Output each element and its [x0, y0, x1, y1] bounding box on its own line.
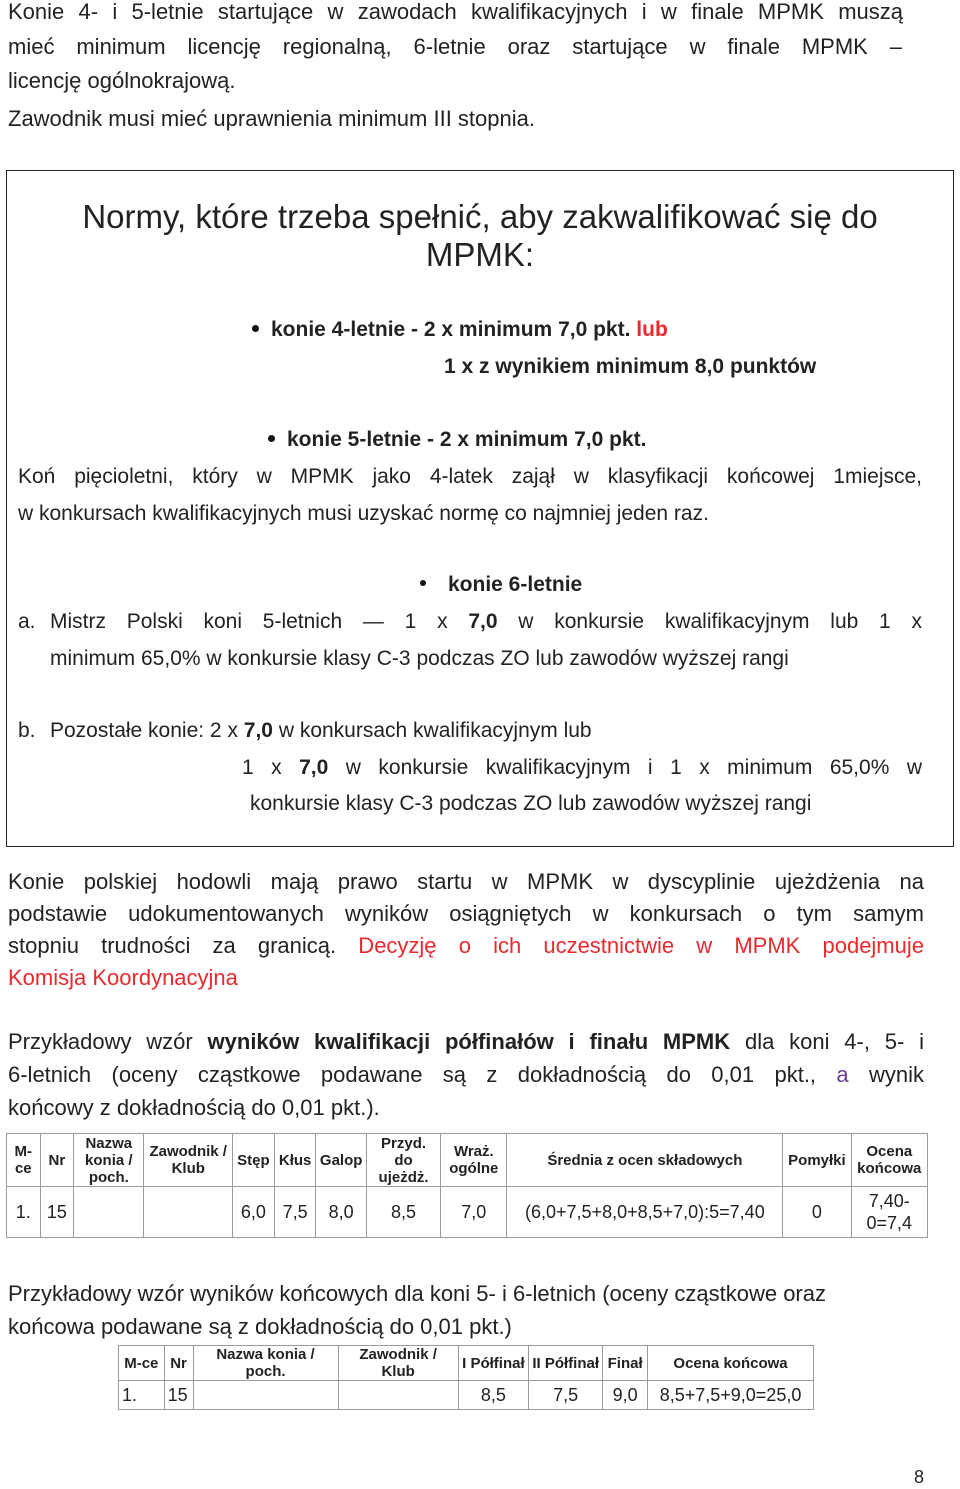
para4-line-2: końcowa podawane są z dokładnością do 0,01 pkt.) [8, 1314, 512, 1339]
norms-title-line-1: Normy, które trzeba spełnić, aby zakwalifikować się do [82, 198, 878, 235]
para3-text-2: dla koni 4-, 5- i [730, 1029, 924, 1054]
item-b-line-2 [242, 754, 922, 782]
page-number: 8 [913, 1467, 924, 1487]
norm-4-continuation: 1 x z wynikiem minimum 8,0 punktów [444, 355, 817, 378]
norm-4-lub: lub [636, 318, 668, 341]
item-a-line-1 [50, 608, 922, 636]
table-header-cell: Ocena końcowa [648, 1346, 814, 1381]
table-cell: 8,5 [366, 1187, 440, 1238]
table-cell: (6,0+7,5+8,0+8,5+7,0):5=7,40 [507, 1187, 783, 1238]
final-results-table [118, 1345, 814, 1410]
table-cell: 8,0 [316, 1187, 366, 1238]
table-cell: 1. [7, 1187, 41, 1238]
table-header-cell: II Półfinał [529, 1346, 603, 1381]
item-b-marker: b. [18, 719, 36, 742]
item-b-text-4: w konkursie kwalifikacyjnym i 1 x minimum 65,0% w [328, 756, 922, 779]
para3-text-1: Przykładowy wzór [8, 1029, 208, 1054]
table-header-cell: Galop [316, 1134, 366, 1187]
para3-line-2 [8, 1059, 924, 1091]
norm-6-year-olds [420, 571, 582, 599]
table-cell: 6,0 [233, 1187, 275, 1238]
table-header-cell: Kłus [274, 1134, 316, 1187]
item-a-text-2: w konkursie kwalifikacyjnym lub 1 x [497, 610, 922, 633]
table-cell: 8,5 [458, 1381, 528, 1410]
para2-line-1: Konie polskiej hodowli mają prawo startu w MPMK w dyscyplinie ujeżdżenia na [8, 869, 924, 894]
qualification-results-table [6, 1133, 928, 1238]
table-cell: 7,5 [274, 1187, 316, 1238]
para2-line-3a: stopniu trudności za granicą. [8, 933, 337, 958]
table-header-cell: Nr [40, 1134, 74, 1187]
table-row [119, 1381, 814, 1410]
table-header-cell: Zawodnik / Klub [144, 1134, 233, 1187]
item-a-text-1: Mistrz Polski koni 5-letnich — 1 x [50, 610, 469, 633]
bullet-icon [268, 435, 275, 442]
intro-line-1: Konie 4- i 5-letnie startujące w zawodach kwalifikacyjnych i w finale MPMK muszą [8, 0, 903, 24]
table-cell: 15 [40, 1187, 74, 1238]
item-a-line-2: minimum 65,0% w konkursie klasy C-3 podczas ZO lub zawodów wyższej rangi [50, 647, 789, 670]
table-cell: 7,0 [441, 1187, 507, 1238]
table-header-cell: I Półfinał [458, 1346, 528, 1381]
para4-line-1: Przykładowy wzór wyników końcowych dla koni 5- i 6-letnich (oceny cząstkowe oraz [8, 1281, 826, 1306]
table-header-cell: M-ce [119, 1346, 165, 1381]
table-cell [144, 1187, 233, 1238]
norms-title-line-2: MPMK: [425, 236, 535, 273]
table-header-row [119, 1346, 814, 1381]
table-cell: 7,40- 0=7,4 [851, 1187, 927, 1238]
table-header-row [7, 1134, 928, 1187]
para3-line-1 [8, 1026, 924, 1058]
table-cell [74, 1187, 144, 1238]
table-cell: 7,5 [529, 1381, 603, 1410]
para2-line-4: Komisja Koordynacyjna [8, 965, 238, 990]
table-cell: 0 [783, 1187, 851, 1238]
table-header-cell: Średnia z ocen składowych [507, 1134, 783, 1187]
para3-bold: wyników kwalifikacji półfinałów i finału MPMK [207, 1029, 731, 1054]
norm-5-year-olds [268, 426, 646, 454]
table-cell: 1. [119, 1381, 165, 1410]
bullet-icon [252, 325, 259, 332]
item-a-score: 7,0 [468, 610, 498, 633]
table-header-cell: Zawodnik / Klub [338, 1346, 458, 1381]
table-header-cell: Nr [164, 1346, 193, 1381]
para2-line-2: podstawie udokumentowanych wyników osiągniętych w konkursach o tym samym [8, 901, 924, 926]
norm-6-text: konie 6-letnie [448, 573, 583, 596]
norm-4-year-olds [252, 316, 668, 344]
norm-5-note-line-1: Koń pięcioletni, który w MPMK jako 4-latek zajął w klasyfikacji końcowej 1miejsce, [18, 465, 922, 488]
item-b-text-2: w konkursach kwalifikacyjnym lub [272, 719, 592, 742]
item-b-line-3: konkursie klasy C-3 podczas ZO lub zawodów wyższej rangi [250, 792, 812, 815]
table-header-cell: Ocena końcowa [851, 1134, 927, 1187]
table-cell: 8,5+7,5+9,0=25,0 [648, 1381, 814, 1410]
table-header-cell: Finał [603, 1346, 648, 1381]
table-header-cell: Nazwa konia / poch. [193, 1346, 338, 1381]
table-header-cell: Przyd. do ujeżdż. [366, 1134, 440, 1187]
para3-text-4: wynik [848, 1062, 924, 1087]
table-header-cell: Nazwa konia / poch. [74, 1134, 144, 1187]
table-cell [193, 1381, 338, 1410]
item-b-score: 7,0 [243, 719, 273, 742]
intro-line-3: licencję ogólnokrajową. [8, 68, 236, 93]
intro-line-2: mieć minimum licencję regionalną, 6-letnie oraz startujące w finale MPMK – [8, 34, 902, 59]
item-a-marker: a. [18, 610, 36, 633]
table-cell [338, 1381, 458, 1410]
norm-5-text: konie 5-letnie - 2 x minimum 7,0 pkt. [287, 428, 647, 451]
table-header-cell: Pomyłki [783, 1134, 851, 1187]
para2-line-3 [8, 930, 924, 962]
table-header-cell: M- ce [7, 1134, 41, 1187]
table-cell: 15 [164, 1381, 193, 1410]
table-cell: 9,0 [603, 1381, 648, 1410]
norm-4-text: konie 4-letnie - 2 x minimum 7,0 pkt. [271, 318, 631, 341]
para3-a: a [836, 1062, 849, 1087]
bullet-icon [420, 580, 426, 586]
item-b-score-2: 7,0 [299, 756, 329, 779]
table-header-cell: Wraż. ogólne [441, 1134, 507, 1187]
para3-line-3: końcowy z dokładnością do 0,01 pkt.). [8, 1095, 380, 1120]
para2-line-3b: Decyzję o ich uczestnictwie w MPMK podejmuje [336, 933, 924, 958]
para3-text-3: 6-letnich (oceny cząstkowe podawane są z dokładnością do 0,01 pkt., [8, 1062, 837, 1087]
table-header-cell: Stęp [233, 1134, 275, 1187]
intro-line-4: Zawodnik musi mieć uprawnienia minimum III stopnia. [8, 106, 535, 131]
item-b-line-1 [50, 717, 592, 745]
norm-5-note-line-2: w konkursach kwalifikacyjnych musi uzyskać normę co najmniej jeden raz. [18, 502, 709, 525]
table-row [7, 1187, 928, 1238]
item-b-text-1: Pozostałe konie: 2 x [50, 719, 244, 742]
item-b-text-3: 1 x [242, 756, 300, 779]
